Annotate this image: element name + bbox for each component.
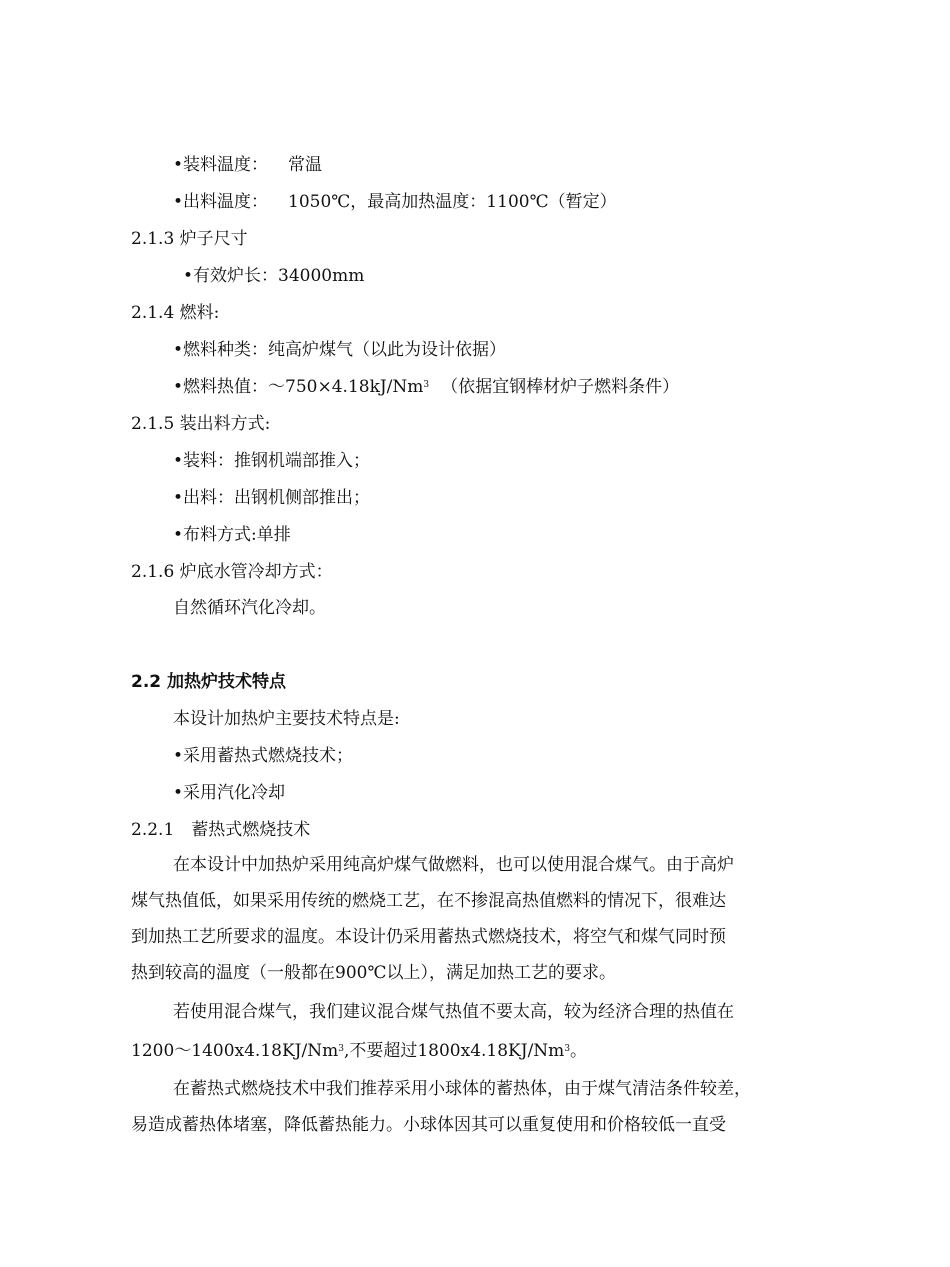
section-2-1-3-heading: 2.1.3 炉子尺寸 [131, 229, 248, 249]
fuel-type-line: •燃料种类：纯高炉煤气（以此为设计依据） [173, 340, 507, 360]
feature-vaporization: •采用汽化冷却 [173, 783, 286, 803]
fuel-heat-superscript: 3 [423, 380, 430, 390]
fuel-heat-value: •燃料热值：～750×4.18kJ/Nm [173, 377, 424, 397]
discharge-temp-line [173, 191, 617, 213]
furnace-length-line: •有效炉长：34000mm [183, 266, 365, 286]
charge-temp-label: •装料温度： [173, 155, 269, 175]
layout-line: •布料方式:单排 [173, 525, 291, 545]
section-2-2-heading: 2.2 加热炉技术特点 [131, 672, 287, 692]
para2-line1: 若使用混合煤气，我们建议混合煤气热值不要太高，较为经济合理的热值在 [173, 1002, 734, 1022]
charge-temp-value: 常温 [288, 155, 323, 175]
features-intro: 本设计加热炉主要技术特点是: [173, 709, 400, 729]
mixed-gas-range: 1200～1400x4.18KJ/Nm [131, 1041, 339, 1061]
section-2-1-6-heading: 2.1.6 炉底水管冷却方式： [131, 562, 333, 582]
superscript-1: 3 [338, 1044, 344, 1054]
para2-line2 [131, 1040, 587, 1062]
para1-line4: 热到较高的温度（一般都在900℃以上），满足加热工艺的要求。 [131, 963, 616, 983]
section-2-1-4-heading: 2.1.4 燃料: [131, 303, 220, 323]
para1-line2: 煤气热值低，如果采用传统的燃烧工艺，在不掺混高热值燃料的情况下，很难达 [131, 891, 726, 911]
discharge-temp-value: 1050℃，最高加热温度：1100℃（暂定） [288, 192, 617, 212]
para1-line3: 到加热工艺所要求的温度。本设计仍采用蓄热式燃烧技术，将空气和煤气同时预 [131, 927, 726, 947]
fuel-heat-line [173, 376, 679, 398]
para1-line1: 在本设计中加热炉采用纯高炉煤气做燃料，也可以使用混合煤气。由于高炉 [173, 855, 734, 875]
section-2-2-1-heading: 2.2.1 蓄热式燃烧技术 [131, 820, 311, 840]
feature-regenerative: •采用蓄热式燃烧技术； [173, 746, 354, 766]
charge-temp-line [173, 154, 322, 176]
section-2-1-5-heading: 2.1.5 装出料方式: [131, 414, 271, 434]
superscript-2: 3 [564, 1044, 571, 1054]
discharging-line: •出料：出钢机侧部推出； [173, 488, 371, 508]
period: 。 [570, 1041, 588, 1061]
fuel-heat-note: （依据宜钢棒材炉子燃料条件） [441, 377, 680, 397]
discharge-temp-label: •出料温度： [173, 192, 269, 212]
cooling-line: 自然循环汽化冷却。 [173, 598, 326, 618]
mixed-gas-limit: ,不要超过1800x4.18KJ/Nm [343, 1041, 565, 1061]
charging-line: •装料：推钢机端部推入； [173, 451, 371, 471]
para3-line1: 在蓄热式燃烧技术中我们推荐采用小球体的蓄热体，由于煤气清洁条件较差， [173, 1079, 751, 1099]
para3-line2: 易造成蓄热体堵塞，降低蓄热能力。小球体因其可以重复使用和价格较低一直受 [131, 1115, 726, 1135]
